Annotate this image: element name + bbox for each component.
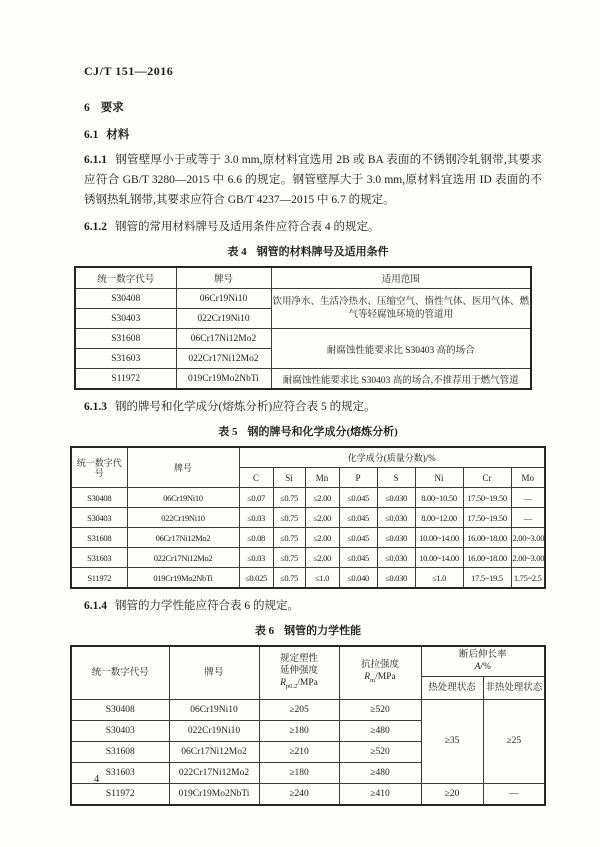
table6-col-non-heat-treated: 非热处理状态 [483, 676, 545, 699]
mn-cell: ≤1.0 [305, 568, 339, 589]
mn-cell: ≤2.00 [305, 488, 339, 508]
table4-col-grade: 牌号 [176, 267, 271, 289]
si-cell: ≤0.75 [273, 548, 305, 568]
mn-cell: ≤2.00 [305, 528, 339, 548]
table-row [71, 783, 545, 805]
page-number: 4 [94, 774, 100, 785]
code-cell: S31608 [75, 329, 176, 349]
ni-cell: 10.00~14.00 [415, 528, 463, 548]
grade-cell: 06Cr19Ni10 [169, 699, 259, 720]
table6-header-row-1 [71, 646, 545, 676]
element-header: Ni [415, 468, 463, 488]
table4-caption [70, 245, 546, 260]
heat-cell: ≥20 [421, 783, 483, 805]
p-cell: ≤0.045 [339, 488, 377, 508]
element-header: P [339, 468, 377, 488]
nonheat-cell-merged: ≥25 [483, 699, 545, 783]
table5-chemical-composition [70, 446, 546, 589]
rp-cell: ≥180 [259, 720, 339, 741]
caption-label: 表 5 [218, 426, 238, 438]
clause-6-1-4 [84, 596, 542, 616]
code-cell: S31603 [75, 349, 176, 369]
clause-text: 钢的牌号和化学成分(熔炼分析)应符合表 5 的规定。 [115, 401, 376, 413]
elongation-symbol: A/% [474, 662, 491, 673]
mo-cell: 1.75~2.5 [511, 568, 545, 589]
grade-cell: 06Cr17Ni12Mo2 [127, 528, 239, 548]
table-row [75, 369, 531, 390]
clause-6-1-2 [84, 217, 542, 237]
section-6-title: 要求 [100, 102, 124, 114]
code-cell: S30408 [75, 289, 176, 309]
code-cell: S31603 [71, 762, 169, 783]
grade-cell: 019Cr19Mo2NbTi [127, 568, 239, 589]
code-cell: S30403 [71, 508, 127, 528]
section-6-number: 6 [84, 102, 90, 114]
si-cell: ≤0.75 [273, 488, 305, 508]
caption-title: 钢的牌号和化学成分(熔炼分析) [247, 426, 398, 438]
clause-number: 6.1.1 [84, 154, 107, 166]
grade-cell: 06Cr19Ni10 [176, 289, 271, 309]
table-row [71, 548, 545, 568]
ni-cell: ≤1.0 [415, 568, 463, 589]
table6-col-grade: 牌号 [169, 646, 259, 699]
code-cell: S11972 [75, 369, 176, 390]
table-row [71, 568, 545, 589]
rp-cell: ≥205 [259, 699, 339, 720]
p-cell: ≤0.045 [339, 528, 377, 548]
rm-cell: ≥520 [339, 699, 421, 720]
table5-header-row-1 [71, 447, 545, 468]
table-row [71, 508, 545, 528]
table5-col-group: 化学成分(质量分数)/% [239, 447, 545, 468]
element-header: Cr [463, 468, 511, 488]
c-cell: ≤0.07 [239, 488, 273, 508]
clause-text: 钢管的力学性能应符合表 6 的规定。 [115, 600, 299, 612]
rm-cell: ≥410 [339, 783, 421, 805]
ni-cell: 10.00~14.00 [415, 548, 463, 568]
code-cell: S31608 [71, 528, 127, 548]
grade-cell: 022Cr17Ni12Mo2 [169, 762, 259, 783]
mo-cell: — [511, 508, 545, 528]
clause-text: 钢管壁厚小于或等于 3.0 mm,原材料宜选用 2B 或 BA 表面的不锈钢冷轧钢带,其要求应符合 GB/T 3280—2015 中 6.6 的规定。钢管壁厚大于 3.0 mm,原材料宜选用 ID 表面的不锈钢热轧钢带,其要求应符合 GB/T 4237—2015 中 6.7 的规定。 [84, 154, 542, 206]
grade-cell: 022Cr19Ni10 [127, 508, 239, 528]
rp-cell: ≥210 [259, 741, 339, 762]
section-6-1-number: 6.1 [84, 129, 99, 141]
table4-header-row [75, 267, 531, 289]
table5-col-grade: 牌号 [127, 447, 239, 488]
c-cell: ≤0.08 [239, 528, 273, 548]
clause-6-1-3 [84, 397, 542, 417]
s-cell: ≤0.030 [377, 568, 415, 589]
clause-number: 6.1.2 [84, 221, 107, 233]
si-cell: ≤0.75 [273, 568, 305, 589]
element-header: S [377, 468, 415, 488]
mo-cell: 2.00~3.00 [511, 548, 545, 568]
code-cell: S11972 [71, 568, 127, 589]
scope-cell: 耐腐蚀性能要求比 S30403 高的场合,不推荐用于燃气管道 [271, 369, 531, 390]
rm-cell: ≥520 [339, 741, 421, 762]
c-cell: ≤0.025 [239, 568, 273, 589]
si-cell: ≤0.75 [273, 528, 305, 548]
grade-cell: 022Cr17Ni12Mo2 [176, 349, 271, 369]
mn-cell: ≤2.00 [305, 548, 339, 568]
mo-cell: 2.00~3.00 [511, 528, 545, 548]
grade-cell: 022Cr19Ni10 [176, 309, 271, 329]
grade-cell: 06Cr17Ni12Mo2 [169, 741, 259, 762]
table6-col-heat-treated: 热处理状态 [421, 676, 483, 699]
clause-6-1-1 [84, 150, 542, 210]
heat-cell-merged: ≥35 [421, 699, 483, 783]
table4-material-grades [74, 266, 532, 390]
table-row [71, 699, 545, 720]
cr-cell: 16.00~18.00 [463, 548, 511, 568]
cr-cell: 17.50~19.50 [463, 488, 511, 508]
rp-symbol: $R_{p0.2}$/MPa [280, 677, 318, 690]
rp-cell: ≥180 [259, 762, 339, 783]
section-6-1-title: 材料 [106, 129, 130, 141]
code-cell: S30408 [71, 488, 127, 508]
scope-cell: 饮用净水、生活冷热水、压缩空气、惰性气体、医用气体、燃气等轻腐蚀环境的管道用 [271, 289, 531, 329]
mn-cell: ≤2.00 [305, 508, 339, 528]
caption-label: 表 4 [227, 246, 247, 258]
table6-col-tensile-strength: 抗拉强度 $R_m$/MPa [339, 646, 421, 699]
table4-col-scope: 适用范围 [271, 267, 531, 289]
cr-cell: 16.00~18.00 [463, 528, 511, 548]
rp-cell: ≥240 [259, 783, 339, 805]
table6-col-proof-strength: 规定塑性 延伸强度 $R_{p0.2}$/MPa [259, 646, 339, 699]
ni-cell: 8.00~10.50 [415, 488, 463, 508]
section-heading-6 [84, 101, 546, 116]
rm-symbol: $R_m$/MPa [364, 671, 396, 684]
table5-caption [70, 425, 546, 440]
clause-text: 钢管的常用材料牌号及适用条件应符合表 4 的规定。 [115, 221, 380, 233]
code-cell: S31608 [71, 741, 169, 762]
scope-cell: 耐腐蚀性能要求比 S30403 高的场合 [271, 329, 531, 369]
table4-col-code: 统一数字代号 [75, 267, 176, 289]
table6-caption [70, 624, 546, 639]
p-cell: ≤0.040 [339, 568, 377, 589]
mo-cell: — [511, 488, 545, 508]
table6-mechanical-properties [70, 645, 546, 806]
table5-col-code: 统一数字代号 [71, 447, 127, 488]
grade-cell: 022Cr17Ni12Mo2 [127, 548, 239, 568]
caption-title: 钢管的力学性能 [284, 625, 362, 637]
s-cell: ≤0.030 [377, 528, 415, 548]
code-cell: S11972 [71, 783, 169, 805]
c-cell: ≤0.03 [239, 548, 273, 568]
table6-col-code: 统一数字代号 [71, 646, 169, 699]
element-header: C [239, 468, 273, 488]
cr-cell: 17.50~19.50 [463, 508, 511, 528]
table6-col-elongation: 断后伸长率 A/% [421, 646, 545, 676]
caption-label: 表 6 [254, 625, 275, 637]
code-cell: S30403 [75, 309, 176, 329]
grade-cell: 022Cr19Ni10 [169, 720, 259, 741]
table-row [75, 289, 531, 309]
table-row [71, 488, 545, 508]
cr-cell: 17.5~19.5 [463, 568, 511, 589]
caption-title: 钢管的材料牌号及适用条件 [256, 246, 389, 258]
element-header: Mn [305, 468, 339, 488]
s-cell: ≤0.030 [377, 548, 415, 568]
grade-cell: 019Cr19Mo2NbTi [169, 783, 259, 805]
s-cell: ≤0.030 [377, 488, 415, 508]
code-cell: S30408 [71, 699, 169, 720]
p-cell: ≤0.045 [339, 548, 377, 568]
clause-number: 6.1.4 [84, 600, 107, 612]
s-cell: ≤0.030 [377, 508, 415, 528]
p-cell: ≤0.045 [339, 508, 377, 528]
element-header: Si [273, 468, 305, 488]
c-cell: ≤0.03 [239, 508, 273, 528]
ni-cell: 8.00~12.00 [415, 508, 463, 528]
grade-cell: 06Cr19Ni10 [127, 488, 239, 508]
si-cell: ≤0.75 [273, 508, 305, 528]
rm-cell: ≥480 [339, 720, 421, 741]
grade-cell: 019Cr19Mo2NbTi [176, 369, 271, 390]
code-cell: S31603 [71, 548, 127, 568]
doc-header: CJ/T 151—2016 [84, 64, 174, 78]
element-header: Mo [511, 468, 545, 488]
table-row [71, 528, 545, 548]
table-row [75, 329, 531, 349]
clause-number: 6.1.3 [84, 401, 107, 413]
code-cell: S30403 [71, 720, 169, 741]
grade-cell: 06Cr17Ni12Mo2 [176, 329, 271, 349]
nonheat-cell: — [483, 783, 545, 805]
section-heading-6-1 [84, 128, 546, 143]
rm-cell: ≥480 [339, 762, 421, 783]
